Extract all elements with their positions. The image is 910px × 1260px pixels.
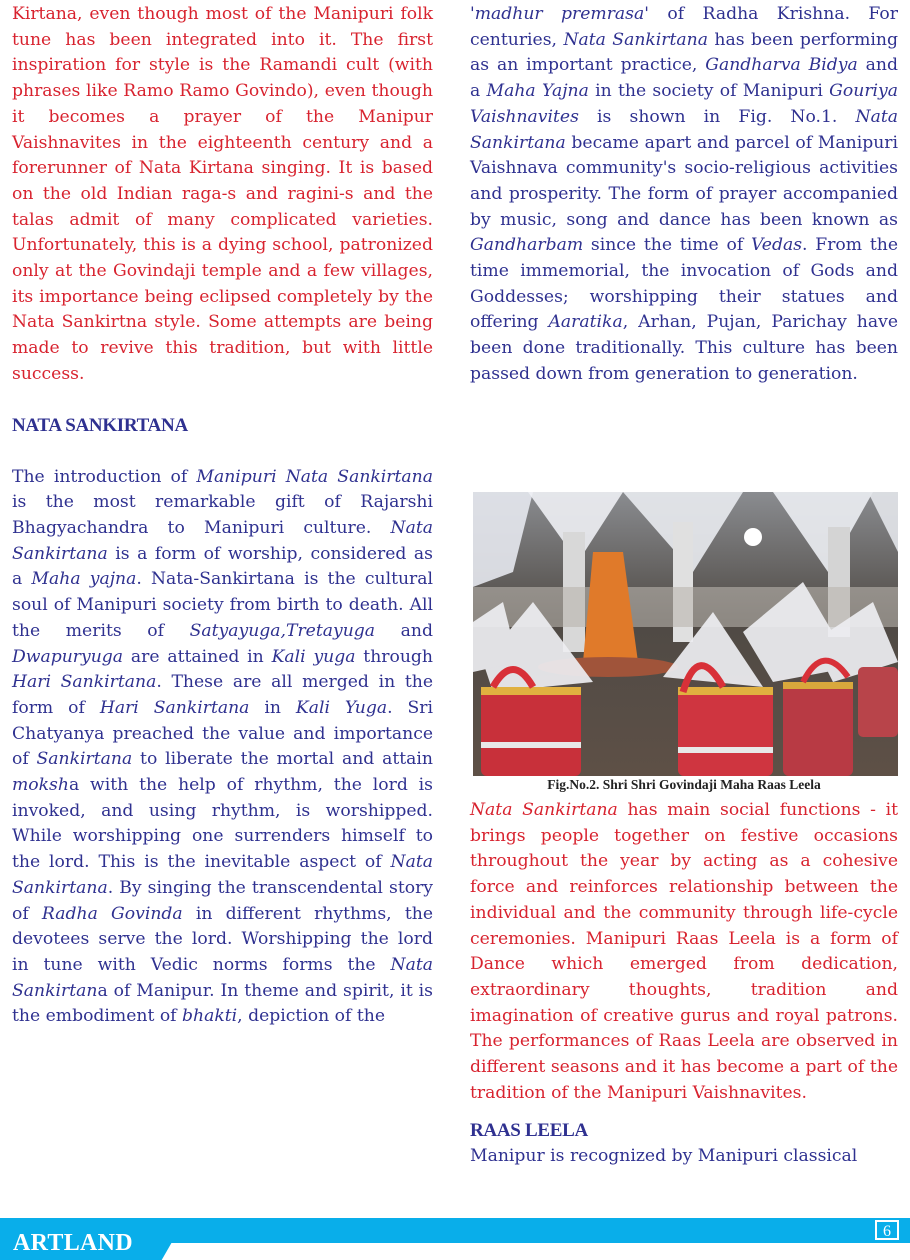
nata-sankirtana-paragraph: The introduction of Manipuri Nata Sankirtana is the most remarkable gift of Rajarshi Bhagyachandra to Manipuri culture. Nata Sankirtana is a form of worship, considered as a Maha yajna. Nata-Sankirtana is the cultural soul of Manipuri society from birth to death. All the merits of Satyayuga,Tretayuga and Dwapuryuga are attained in Kali yuga through Hari Sankirtana. These are all merged in the form of Hari Sankirtana in Kali Yuga. Sri Chatyanya preached the value and importance of Sankirtana to liberate the mortal and attain moksha with the help of rhythm, the lord is invoked, and using rhythm, is worshipped. While worshipping one surrenders himself to the lord. This is the inevitable aspect of Nata Sankirtana. By singing the transcendental story of Radha Govinda in different rhythms, the devotees serve the lord. Worshipping the lord in tune with Vedic norms forms the Nata Sankirtana of Manipur. In theme and spirit, it is the embodiment of bhakti, depiction of the <box>12 466 433 1027</box>
page-number: 6 <box>875 1220 899 1240</box>
section-heading-raas-leela: RAAS LEELA <box>470 1120 588 1142</box>
left-column <box>12 2 433 1030</box>
photo-illustration <box>473 492 898 776</box>
right-column-lower <box>470 798 898 1170</box>
social-functions-paragraph: Nata Sankirtana has main social functions - it brings people together on festive occasions throughout the year by acting as a cohesive force and reinforces relationship between the individual and the community through life-cycle ceremonies. Manipuri Raas Leela is a form of Dance which emerged from dedication, extraordinary thoughts, tradition and imagination of creative gurus and royal patrons. The performances of Raas Leela are observed in different seasons and it has become a part of the tradition of the Manipuri Vaishnavites. <box>470 800 899 1103</box>
figure-caption: Fig.No.2. Shri Shri Govindaji Maha Raas Leela <box>547 777 821 792</box>
section-heading-nata-sankirtana: NATA SANKIRTANA <box>12 415 188 437</box>
right-column-top <box>470 2 898 388</box>
magazine-brand: ARTLAND <box>13 1230 133 1256</box>
right-top-paragraph: 'madhur premrasa' of Radha Krishna. For centuries, Nata Sankirtana has been performing as an important practice, Gandharva Bidya and a Maha Yajna in the society of Manipuri Gouriya Vaishnavites is shown in Fig. No.1. Nata Sankirtana became apart and parcel of Manipuri Vaishnava community's socio-religious activities and prosperity. The form of prayer accompanied by music, song and dance has been known as Gandharbam since the time of Vedas. From the time immemorial, the invocation of Gods and Goddesses; worshipping their statues and offering Aaratika, Arhan, Pujan, Parichay have been done traditionally. This culture has been passed down from generation to generation. <box>470 4 899 384</box>
raas-leela-paragraph-start: Manipur is recognized by Manipuri classical <box>470 1146 858 1167</box>
footer-bar <box>0 1218 910 1243</box>
intro-paragraph: Kirtana, even though most of the Manipuri folk tune has been integrated into it. The first inspiration for style is the Ramandi cult (with phrases like Ramo Ramo Govindo), even though it becomes a prayer of the Manipur Vaishnavites in the eighteenth century and a forerunner of Nata Kirtana singing. It is based on the old Indian raga-s and ragini-s and the talas admit of many complicated varieties. Unfortunately, this is a dying school, patronized only at the Govindaji temple and a few villages, its importance being eclipsed completely by the Nata Sankirtna style. Some attempts are being made to revive this tradition, but with little success. <box>12 4 433 384</box>
raas-leela-photo <box>473 492 898 776</box>
